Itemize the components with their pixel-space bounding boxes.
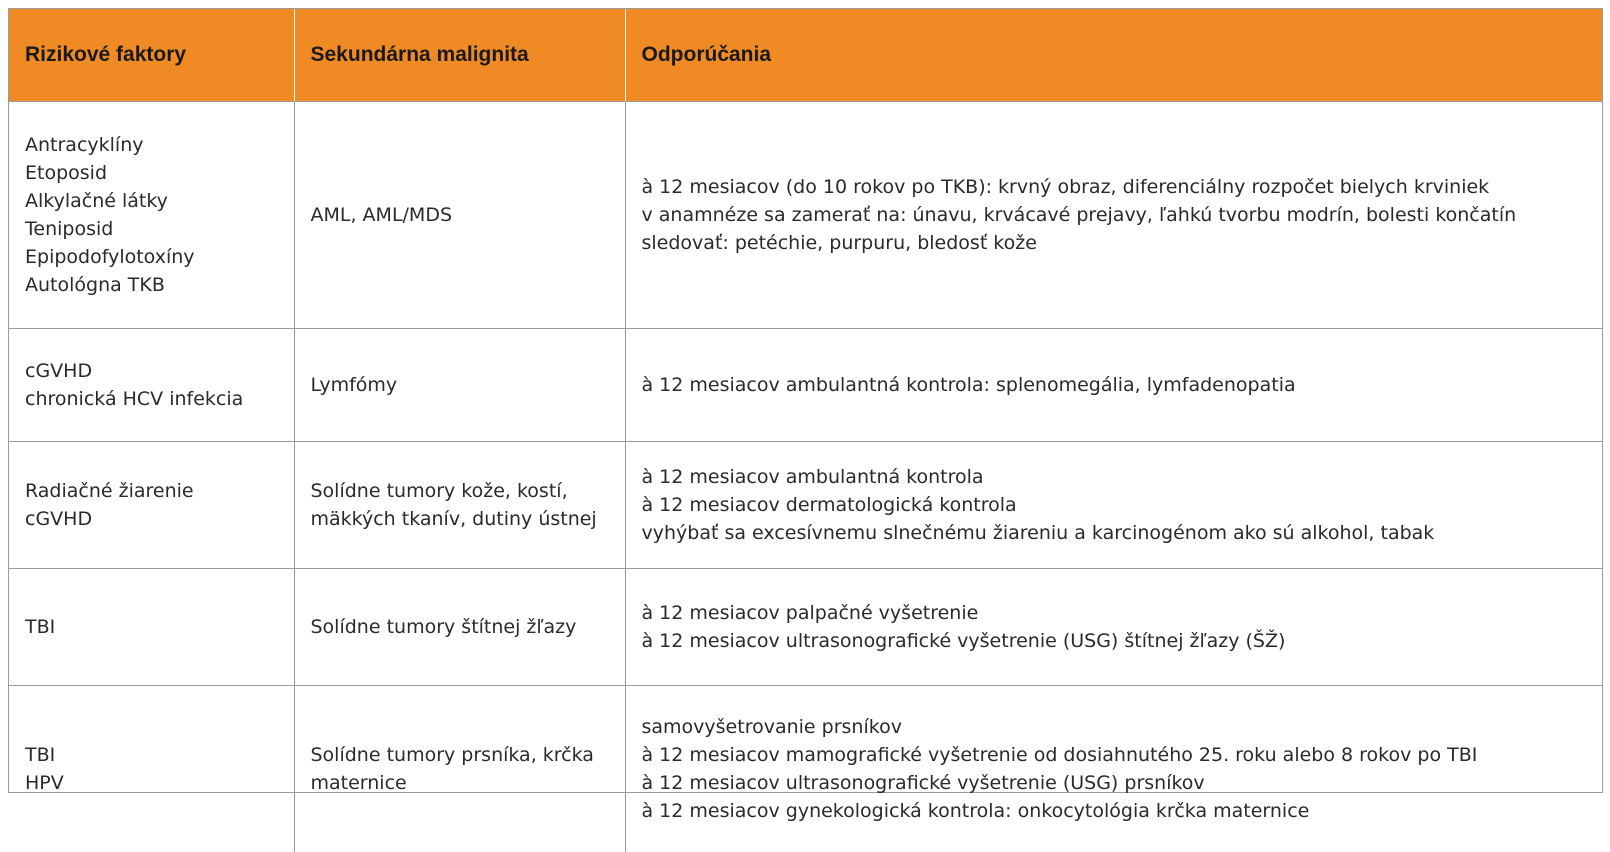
recommendation: à 12 mesiacov ultrasonografické vyšetrenie (USG) štítnej žľazy (ŠŽ)	[642, 627, 1587, 655]
recommendation: samovyšetrovanie prsníkov	[642, 713, 1587, 741]
recommendations-cell	[625, 329, 1602, 442]
risk-factors-cell	[9, 686, 294, 852]
malignancy-cell	[294, 442, 625, 569]
malignancy-text: Solídne tumory prsníka, krčka maternice	[311, 744, 594, 794]
risk-factors-cell	[9, 569, 294, 686]
table-row	[9, 329, 1602, 442]
recommendation: à 12 mesiacov ambulantná kontrola	[642, 463, 1587, 491]
malignancy-text: Solídne tumory kože, kostí, mäkkých tkanív, dutiny ústnej	[311, 480, 597, 530]
table-row	[9, 686, 1602, 852]
risk-factors-cell	[9, 102, 294, 329]
malignancy-text: AML, AML/MDS	[311, 201, 609, 229]
risk-factor: TBI	[25, 741, 278, 769]
recommendation: à 12 mesiacov gynekologická kontrola: onkocytológia krčka maternice	[642, 797, 1587, 825]
recommendations-cell	[625, 686, 1602, 852]
risk-factors-table	[9, 9, 1602, 852]
recommendation: à 12 mesiacov (do 10 rokov po TKB): krvný obraz, diferenciálny rozpočet bielych krviniek	[642, 173, 1587, 201]
recommendation: à 12 mesiacov dermatologická kontrola	[642, 491, 1587, 519]
recommendation: v anamnéze sa zamerať na: únavu, krvácavé prejavy, ľahkú tvorbu modrín, bolesti končatín	[642, 201, 1587, 229]
risk-factor: HPV	[25, 769, 278, 797]
risk-factor: Epipodofylotoxíny	[25, 243, 278, 271]
table-row	[9, 102, 1602, 329]
recommendation: à 12 mesiacov ultrasonografické vyšetrenie (USG) prsníkov	[642, 769, 1587, 797]
malignancy-cell	[294, 569, 625, 686]
risk-factor: Autológna TKB	[25, 271, 278, 299]
recommendation: sledovať: petéchie, purpuru, bledosť kože	[642, 229, 1587, 257]
table-header-row	[9, 9, 1602, 102]
risk-factor: Alkylačné látky	[25, 187, 278, 215]
recommendation: à 12 mesiacov palpačné vyšetrenie	[642, 599, 1587, 627]
risk-table-container	[8, 8, 1603, 793]
malignancy-cell	[294, 686, 625, 852]
recommendations-cell	[625, 102, 1602, 329]
table-row	[9, 442, 1602, 569]
risk-factor: chronická HCV infekcia	[25, 385, 278, 413]
malignancy-text: Solídne tumory štítnej žľazy	[311, 616, 577, 638]
risk-factors-cell	[9, 329, 294, 442]
malignancy-cell	[294, 329, 625, 442]
recommendation: à 12 mesiacov ambulantná kontrola: splenomegália, lymfadenopatia	[642, 371, 1587, 399]
header-secondary-malignancy: Sekundárna malignita	[294, 9, 625, 102]
risk-factor: Antracyklíny	[25, 131, 278, 159]
malignancy-text: Lymfómy	[311, 371, 609, 399]
recommendation: vyhýbať sa excesívnemu slnečnému žiareniu a karcinogénom ako sú alkohol, tabak	[642, 519, 1587, 547]
header-risk-factors: Rizikové faktory	[9, 9, 294, 102]
recommendations-cell	[625, 569, 1602, 686]
risk-factors-cell	[9, 442, 294, 569]
recommendations-cell	[625, 442, 1602, 569]
malignancy-cell	[294, 102, 625, 329]
recommendation: à 12 mesiacov mamografické vyšetrenie od dosiahnutého 25. roku alebo 8 rokov po TBI	[642, 741, 1587, 769]
risk-factor: cGVHD	[25, 505, 278, 533]
header-recommendations: Odporúčania	[625, 9, 1602, 102]
risk-factor: Teniposid	[25, 215, 278, 243]
risk-factor: TBI	[25, 613, 278, 641]
risk-factor: Radiačné žiarenie	[25, 477, 278, 505]
table-row	[9, 569, 1602, 686]
risk-factor: cGVHD	[25, 357, 278, 385]
risk-factor: Etoposid	[25, 159, 278, 187]
